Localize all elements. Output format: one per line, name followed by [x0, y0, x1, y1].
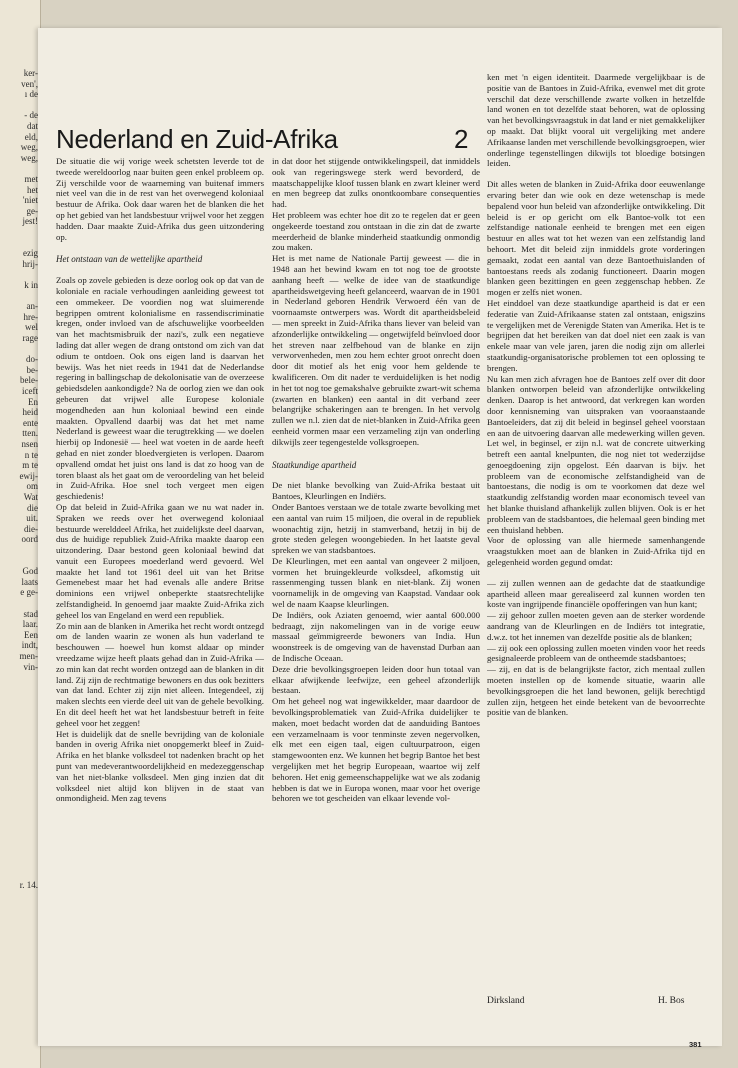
signature-place: Dirksland — [487, 996, 525, 1006]
previous-page-fragment: die- — [24, 523, 38, 534]
previous-page-fragment: 'niet — [22, 195, 38, 206]
previous-page-fragment: m te — [22, 460, 38, 471]
previous-page-fragment: dat — [27, 121, 38, 131]
previous-page-fragment: rage — [22, 333, 38, 343]
article-column-3 — [487, 72, 705, 992]
previous-page-fragment: weg, — [20, 142, 38, 153]
section-heading: Staatkundige apartheid — [272, 459, 357, 470]
previous-page-fragment: ven', — [21, 78, 38, 89]
previous-page-fragment: wel — [25, 322, 38, 333]
article-column-2 — [272, 156, 480, 1028]
previous-page-fragment: n te — [24, 449, 38, 460]
previous-page-fragment: uit. — [26, 513, 38, 524]
paragraph: in dat door het stijgende ontwikkelingspeil, dat inmiddels ook van regeringswege sterk werd bevorderd, de maatschappelijke kloof tussen blank en zwart kleiner werd en men begreep dat zulks onontkoombare consequenties had. — [272, 156, 480, 210]
paragraph-gap — [487, 568, 705, 578]
paragraph: — zij, en dat is de belangrijkste factor, zich mentaal zullen moeten instellen op de komende situatie, waarin alle bevolkingsgroepen die het land bewonen, gelijk berechtigd zullen zijn, hetgeen het einde betekent van de bevoorrechte positie van de blanken. — [487, 664, 705, 718]
previous-page-fragment: die — [27, 502, 38, 513]
paragraph: Onder Bantoes verstaan we de totale zwarte bevolking met een aantal van ruim 15 miljoen, die overal in de republiek woonachtig zijn, hetzij in stamverband, hetzij in bij de grote steden gelegen woongebieden. In het laatste geval spreken we van stadsbantoes. — [272, 501, 480, 556]
previous-page-fragment: bele- — [20, 375, 38, 386]
previous-page-fragment: men- — [19, 651, 38, 661]
previous-page-fragment: met — [24, 174, 38, 184]
previous-page-fragment: iceft — [22, 386, 38, 396]
previous-page-fragment: indt, — [21, 640, 38, 651]
previous-page-edge — [0, 0, 41, 1068]
previous-page-fragment: ge- — [26, 205, 38, 216]
previous-page-fragment: jest! — [22, 216, 38, 227]
paragraph: Zo min aan de blanken in Amerika het recht wordt ontzegd om de landen waarin ze wonen als hun vaderland te beschouwen — hoewel hun komst aldaar op minder vreedzame wijze heeft plaats gehad dan in Zuid-Afrika — zo min kan dat recht worden ontzegd aan de blanken in dit land. Zij zijn de rechtmatige bewoners en dus ook bezitters van dat land. Echter zij zijn niet alleen. Integendeel, zij maken slechts een vierde deel uit van de gehele bevolking. En dit deel heeft het wat het landsbestuur betreft in feite geheel voor het zeggen! — [56, 620, 264, 728]
previous-page-fragment: het — [27, 184, 38, 195]
paragraph: Voor de oplossing van alle hiermede samenhangende vraagstukken moet aan de blanken in Zuid-Afrika tijd en gelegenheid worden gegund omdat: — [487, 535, 705, 568]
previous-page-fragment: om — [26, 481, 38, 492]
signature-author: H. Bos — [658, 996, 685, 1006]
paragraph: Op dat beleid in Zuid-Afrika gaan we nu wat nader in. Spraken we reeds over het overwegend koloniaal bestuurde werelddeel Afrika, het zuidelijkste deel daarvan, dus de huidige republiek Zuid-Afrika maakte daarop een uitzondering. Daar bestond geen koloniaal bewind dat vanuit een Europees moederland werd gevoerd. Wel maakte het land tot 1961 deel uit van het Britse Gemenebest maar het had evenals alle andere Britse dominions een vrijwel onbeperkte staatsrechtelijke zelfstandigheid. In genoemd jaar maakte Zuid-Afrika zich geheel los van Engeland en werd een republiek. — [56, 501, 264, 620]
previous-page-fragment: En — [28, 396, 38, 407]
previous-page-fragment: nsen — [21, 439, 38, 449]
paragraph: De Indiërs, ook Aziaten genoemd, wier aantal 600.000 bedraagt, zijn nakomelingen van in de vorige eeuw massaal geïmmigreerde bewoners van India. Hun woonstreek is de omgeving van de havenstad Durban aan de Indische Oceaan. — [272, 609, 480, 664]
previous-page-fragment: ezig — [23, 248, 38, 259]
article-title: Nederland en Zuid-Afrika — [56, 124, 338, 154]
paragraph: Dit alles weten de blanken in Zuid-Afrika door eeuwenlange ervaring beter dan wie ook en deze wetenschap is mede bepalend voor hun beleid van afzonderlijke ontwikkeling. Dit beleid is er op gericht om elk Bantoe-volk tot een zelfstandige nationale eenheid te brengen met een eigen bestuur en alles wat tot het wezen van een zelfstandig land behoort. Met dit beleid zijn inmiddels grote vorderingen gemaakt, zodat een aantal van deze Bantoethuislanden of bantoestans reeds als zodanig functioneert. Daarin mogen blanken geen bezittingen en geen zeggenschap hebben. Ze mogen er zelfs niet wonen. — [487, 179, 705, 298]
previous-page-note: r. 14. — [19, 880, 38, 890]
paragraph: Zoals op zovele gebieden is deze oorlog ook op dat van de koloniale en raciale verhoudingen aanleiding geweest tot een ommekeer. De voordien nog wat sluimerende begrippen omtrent kolonialisme en rassendiscriminatie kregen, onder invloed van de afschuwelijke voorbeelden van het machtsmisbruik der nazi's, zulk een negatieve lading dat aller wegen de drang ontstond om zich van dat odium te ontdoen. Ook ons eigen land is daarvan het bewijs. Was het niet reeds in 1941 dat de Nederlandse regering in ballingschap de dekolonisatie van de overzeese gebiedsdelen aankondigde? Na de oorlog zien we dan ook gebeuren dat vrijwel alle Europese koloniale mogendheden aan hun koloniaal bewind een einde maakten. Opvallend daarbij was dat het met name Nederland is geweest waar die terugtrekking — we doelen hierbij op Indonesië — heel wat voeten in de aarde heeft gehad en niet zonder bloedvergieten is verlopen. Daarom opvallend omdat het juist ons land is dat zo hoog van de toren blaast als het gaat om de veroordeling van het beleid in Zuid-Afrika. Hoe snel toch vergeet men eigen geschiedenis! — [56, 275, 264, 502]
previous-page-fragment: do- — [26, 354, 38, 365]
paragraph: — zij gehoor zullen moeten geven aan de sterker wordende aandrang van de Kleurlingen en de Indiërs tot integratie, d.w.z. tot het innemen van dezelfde positie als de blanken; — [487, 610, 705, 642]
previous-page-fragment: laar. — [22, 619, 38, 630]
paragraph: — zij ook een oplossing zullen moeten vinden voor het reeds gesignaleerde probleem van de ontheemde stadsbantoes; — [487, 642, 705, 664]
previous-page-fragment: stad — [23, 608, 38, 619]
paragraph: De Kleurlingen, met een aantal van ongeveer 2 miljoen, vormen het bruingekleurde volksdeel, afkomstig uit rassenmenging tussen blank en niet-blank. Zij wonen voornamelijk in de omgeving van Kaapstad. Vandaar ook wel de naam Kaapse kleurlingen. — [272, 555, 480, 610]
paragraph: Het is duidelijk dat de snelle bevrijding van de koloniale banden in overig Afrika niet onopgemerkt bleef in Zuid-Afrika en het blanke volksdeel tot nadenken bracht op het punt van medeverantwoordelijkheid en medezeggenschap van het niet-blanke volksdeel. Men ging inzien dat dit volksdeel niet altijd kon blijven in de staat van onmondigheid. Men zag tevens — [56, 728, 264, 804]
article-column-1 — [56, 156, 264, 1028]
page-number: 381 — [689, 1040, 702, 1049]
paragraph: Deze drie bevolkingsgroepen leiden door hun totaal van elkaar afwijkende leefwijze, een geheel afzonderlijk bestaan. — [272, 663, 480, 696]
paragraph: — zij zullen wennen aan de gedachte dat de staatkundige apartheid alleen maar gerealiseerd zal kunnen worden ten koste van ingrijpende financiële opofferingen van hun kant; — [487, 577, 705, 610]
previous-page-fragment: Wat — [23, 492, 38, 502]
magazine-page — [38, 28, 722, 1049]
previous-page-fragment: tten. — [22, 428, 38, 439]
previous-page-fragment: ente — [23, 417, 38, 428]
paragraph: Het probleem was echter hoe dit zo te regelen dat er geen ongekeerde toestand zou ontstaan in die zin dat de zwarte meerderheid de blanke minderheid staatkundig onmondig zou maken. — [272, 209, 480, 253]
previous-page-fragment: ker- — [23, 68, 38, 78]
paragraph-gap — [487, 169, 705, 179]
previous-page-fragment: eld, — [24, 131, 38, 142]
previous-page-fragment: heid — [22, 407, 38, 418]
previous-page-fragment: an- — [26, 301, 38, 312]
previous-page-fragment: God — [22, 566, 38, 577]
previous-page-fragment: ı de — [24, 89, 38, 100]
previous-page-fragment: vin- — [23, 661, 38, 672]
previous-page-fragment: be- — [26, 364, 38, 375]
previous-page-fragment: weg, — [20, 152, 38, 163]
previous-page-fragment: hrij- — [22, 258, 38, 269]
previous-page-fragment: e ge- — [20, 587, 38, 598]
section-heading: Het ontstaan van de wettelijke apartheid — [56, 254, 203, 265]
paragraph: Nu kan men zich afvragen hoe de Bantoes zelf over dit door blanken ontworpen beleid van afzonderlijke ontwikkeling denken. Daarop is het antwoord, dat verkregen kan worden door kennisneming van uitspraken van vooraanstaande Bantoeleiders, dat zij dit beleid in beginsel geheel voorstaan en aan de uitvoering daarvan alle medewerking willen geven. Let wel, in beginsel, er zijn n.l. wat de concrete uitwerking betreft een aantal knelpunten, die nog niet tot wederzijdse genoegdoening zijn opgelost. Eén daarvan is bijv. het probleem van de economische zelfstandigheid van de bantoestans, die nodig is om te voorkomen dat deze wel staatkundig zelfstandig worden maar economisch teveel van het blanke thuisland afhankelijk zullen blijven. Ook is er het probleem van de stadsbantoes, die helemaal geen binding met een thuisland hebben. — [487, 373, 705, 535]
paragraph: De situatie die wij vorige week schetsten leverde tot de tweede wereldoorlog naar buiten geen enkel probleem op. Zij verschilde voor de waarneming van buitenaf immers niet veel van die in de rest van het overwegend koloniaal bestuur de Afrika. Ook daar waren het de blanken die het op het gebied van het landsbestuur vrijwel voor het zeggen hadden. Daar maakte Zuid-Afrika dus geen uitzondering op. — [56, 156, 264, 242]
previous-page-fragment: hre- — [23, 311, 38, 322]
previous-page-fragment: ewij- — [19, 470, 38, 481]
previous-page-fragment: - de — [24, 110, 38, 121]
paragraph: Het einddoel van deze staatkundige apartheid is dat er een federatie van Zuid-Afrikaanse staten zal ontstaan, enigszins te vergelijken met de Verenigde Staten van Amerika. Het is te begrijpen dat het bereiken van dat doel niet een zaak is van enkele maar van vele jaren, jaren die nodig zijn om allerlei staatkundig-organisatorische problemen tot een oplossing te brengen. — [487, 297, 705, 373]
previous-page-fragment: k in — [24, 280, 38, 290]
previous-page-fragment: oord — [21, 534, 38, 545]
previous-page-fragment: Een — [24, 629, 38, 640]
previous-page-fragment: laats — [21, 576, 38, 587]
paragraph: ken met 'n eigen identiteit. Daarmede vergelijkbaar is de positie van de Bantoes in Zuid-Afrika, evenwel met dit grote verschil dat deze verschillende zwarte volken in hetzelfde land wonen en tot dezelfde staat behoren, wat de oplossing van het bevolkingsvraagstuk in dat land er niet gemakkelijker op maakt. Dat blijkt vooral uit vergelijking met andere Afrikaanse landen met verschillende bevolkingsgroepen, wier onderlinge tegenstellingen dikwijls tot bloedige botsingen leiden. — [487, 72, 705, 169]
paragraph: Het is met name de Nationale Partij geweest — die in 1948 aan het bewind kwam en tot nog toe de grootste aanhang heeft — welke de idee van de staatkundige apartheidswetgeving heeft gelanceerd, waarvan de in 1901 in Nederland geboren Hendrik Verwoerd één van de voornaamste ontwerpers was. Wordt dit apartheidsbeleid — men spreekt in Zuid-Afrika thans liever van beleid van afzonderlijke ontwikkeling — ongetwijfeld beïnvloed door het streven naar zelfbehoud van de blanke en zijn verworvenheden, men zou hem echter groot onrecht doen door dit motief als het enig voor hem geldende te kwalificeren. Om dit nader te verduidelijken is het nodig in het tot nog toe gemakshalve gebruikte zwart-wit schema (zwarten en blanken) een aantal in dit verband zeer belangrijke schakeringen aan te brengen. In het vervolg zullen we n.l. zien dat de niet-blanken in Zuid-Afrika geen eenheid vormen maar een verzameling zijn van onderling dikwijls zeer tegengestelde volksgroepen. — [272, 253, 480, 447]
paragraph: De niet blanke bevolking van Zuid-Afrika bestaat uit Bantoes, Kleurlingen en Indiërs. — [272, 480, 480, 502]
paragraph: Om het geheel nog wat ingewikkelder, maar daardoor de bevolkingsproblematiek van Zuid-Afrika duidelijker te maken, moet bedacht worden dat de aanduiding Bantoes een verzamelnaam is voor tenminste zeven negervolken, elk met een eigen taal, eigen cultuurpatroon, eigen stamgewoonten enz. We kunnen het begrip Bantoe het best vergelijken met het begrip Europeaan, waartoe wij zelf behoren. Het enig gemeenschappelijke wat we als zodanig hebben is dat we in Europa wonen, maar voor het overige behoren we tot gescheiden van elkaar levende vol- — [272, 696, 480, 804]
article-part-number: 2 — [454, 124, 469, 154]
